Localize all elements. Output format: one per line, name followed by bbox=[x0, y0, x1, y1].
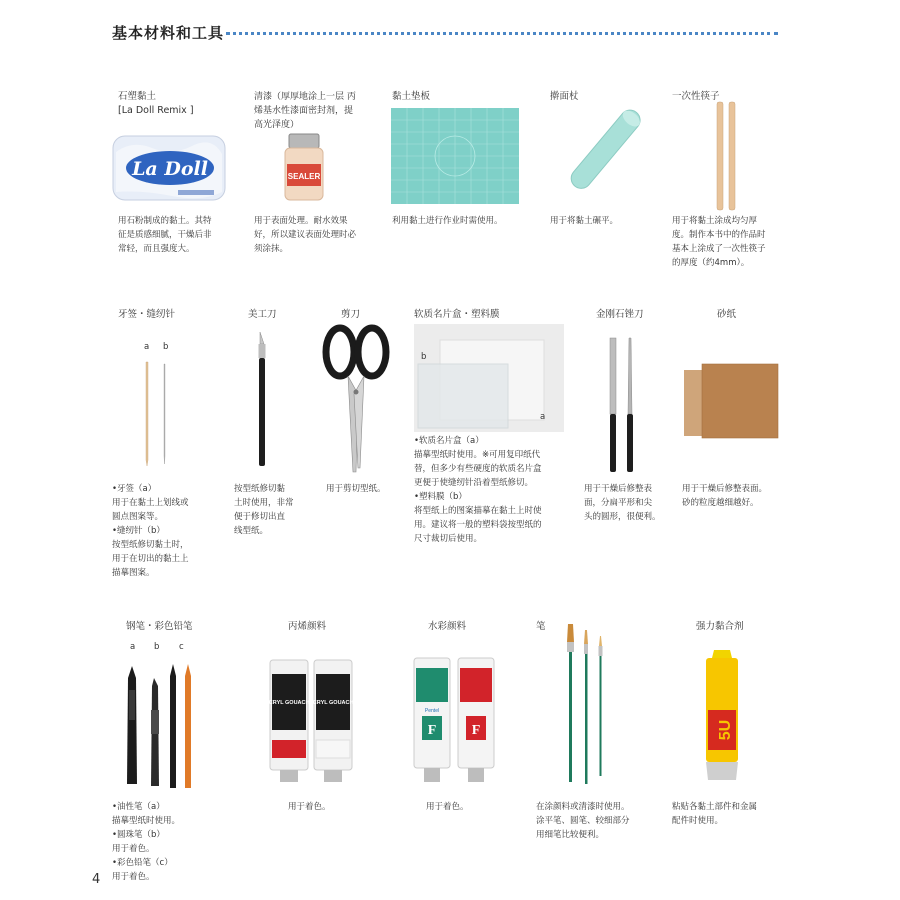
diamond-file-image bbox=[604, 336, 640, 474]
cutter-label: 美工刀 bbox=[248, 309, 277, 320]
watercolor-tubes-image bbox=[412, 656, 498, 784]
file-description: 用于干燥后修整表 面，分扁平形和尖 头的圆形，很便利。 bbox=[584, 484, 661, 522]
sealer-description: 用于表面处理。耐水效果 好，所以建议表面处理时必 须涂抹。 bbox=[254, 216, 357, 254]
film-tag-b: b bbox=[421, 352, 427, 362]
scissors-label: 剪刀 bbox=[341, 309, 361, 320]
toothpick-description: •牙签（a） 用于在黏土上划线或 圆点图案等。 •缝纫针（b） 按型纸修切黏土时， 用于在切出的黏土上 描摹图案。 bbox=[112, 484, 189, 578]
mat-label: 黏土垫板 bbox=[392, 91, 431, 102]
rolling-pin-image bbox=[560, 100, 650, 200]
watercolor-tube2-letter: F bbox=[471, 723, 481, 738]
clay-brand-label: [La Doll Remix ] bbox=[118, 105, 194, 116]
acrylic-description: 用于着色。 bbox=[288, 802, 331, 812]
glue-tube-text: 5U bbox=[717, 719, 734, 741]
file-label: 金刚石锉刀 bbox=[596, 309, 644, 320]
sheets-description: •软质名片盒（a） 描摹型纸时使用。※可用复印纸代 替，但多少有些硬度的软质名片盒 更便于使缝纫针沿着型纸修切。 •塑料膜（b） 将型纸上的图案描摹在黏土上时使 用。建议将一般的塑料袋按型纸的 尺寸裁切后使用。 bbox=[414, 436, 542, 544]
sandpaper-label: 砂纸 bbox=[717, 309, 737, 320]
sandpaper-description: 用于干燥后修整表面。 砂的粒度越细越好。 bbox=[682, 484, 768, 508]
card-case-tag-a: a bbox=[540, 412, 546, 422]
watercolor-tube1-letter: F bbox=[427, 723, 437, 738]
pen-tag-a: a bbox=[130, 642, 136, 652]
scissors-description: 用于剪切型纸。 bbox=[326, 484, 386, 494]
mat-description: 利用黏土进行作业时需使用。 bbox=[392, 216, 503, 226]
acrylic-tube2-text: ACRYL GOUACHE bbox=[308, 700, 358, 706]
pens-label: 钢笔・彩色铅笔 bbox=[126, 621, 193, 632]
clay-logo-text: La Doll bbox=[132, 158, 208, 180]
sheets-label: 软质名片盒・塑料膜 bbox=[414, 309, 500, 320]
roller-label: 擀面杖 bbox=[550, 91, 579, 102]
sealer-jar-text: SEALER bbox=[287, 172, 321, 181]
glue-label: 强力黏合剂 bbox=[696, 621, 744, 632]
glue-description: 粘贴各黏土部件和金属 配件时使用。 bbox=[672, 802, 758, 826]
paint-brushes-image bbox=[562, 622, 610, 786]
acrylic-label: 丙烯颜料 bbox=[288, 621, 327, 632]
toothpick-needle-image bbox=[140, 360, 170, 468]
roller-description: 用于将黏土碾平。 bbox=[550, 216, 619, 226]
needle-tag-b: b bbox=[163, 342, 169, 352]
cutter-description: 按型纸修切黏 土时使用，非常 便于修切出直 线型纸。 bbox=[234, 484, 294, 536]
pens-pencil-image bbox=[120, 660, 200, 792]
strong-glue-image bbox=[700, 650, 744, 786]
sealer-label: 清漆（厚厚地涂上一层 丙 烯基水性漆面密封剂，提 高光泽度） bbox=[254, 92, 356, 130]
chopsticks-image bbox=[712, 102, 742, 210]
acrylic-paint-tubes-image bbox=[264, 658, 358, 784]
pen-tag-c: c bbox=[179, 642, 184, 652]
brushes-description: 在涂颜料或清漆时使用。 涂平笔、圆笔、较细部分 用细笔比较便利。 bbox=[536, 802, 630, 840]
sealer-jar-image bbox=[283, 134, 325, 202]
chopsticks-description: 用于将黏土涂成均匀厚 度。制作本书中的作品时 基本上涂成了一次性筷子 的厚度（约4mm）。 bbox=[672, 216, 766, 268]
brushes-label: 笔 bbox=[536, 621, 546, 632]
clay-label: 石塑黏土 bbox=[118, 91, 157, 102]
watercolor-description: 用于着色。 bbox=[426, 802, 469, 812]
craft-knife-image bbox=[250, 330, 274, 470]
sandpaper-image bbox=[684, 364, 780, 440]
scissors-image bbox=[322, 324, 390, 476]
clay-mat-image bbox=[391, 108, 519, 204]
chopsticks-label: 一次性筷子 bbox=[672, 91, 720, 102]
toothpick-tag-a: a bbox=[144, 342, 150, 352]
page-number: 4 bbox=[92, 872, 101, 887]
title-dotted-rule bbox=[226, 32, 778, 35]
clay-description: 用石粉制成的黏土。其特 征是质感细腻，干燥后非 常轻，而且强度大。 bbox=[118, 216, 212, 254]
pens-description: •油性笔（a） 描摹型纸时使用。 •圆珠笔（b） 用于着色。 •彩色铅笔（c） 用于着色。 bbox=[112, 802, 181, 882]
watercolor-brand-text: Pentel bbox=[424, 708, 440, 714]
watercolor-label: 水彩颜料 bbox=[428, 621, 467, 632]
acrylic-tube1-text: ACRYL GOUACHE bbox=[264, 700, 314, 706]
pen-tag-b: b bbox=[154, 642, 160, 652]
clay-package-image bbox=[112, 132, 226, 204]
toothpick-label: 牙签・缝纫针 bbox=[118, 309, 176, 320]
page-title: 基本材料和工具 bbox=[112, 24, 225, 42]
